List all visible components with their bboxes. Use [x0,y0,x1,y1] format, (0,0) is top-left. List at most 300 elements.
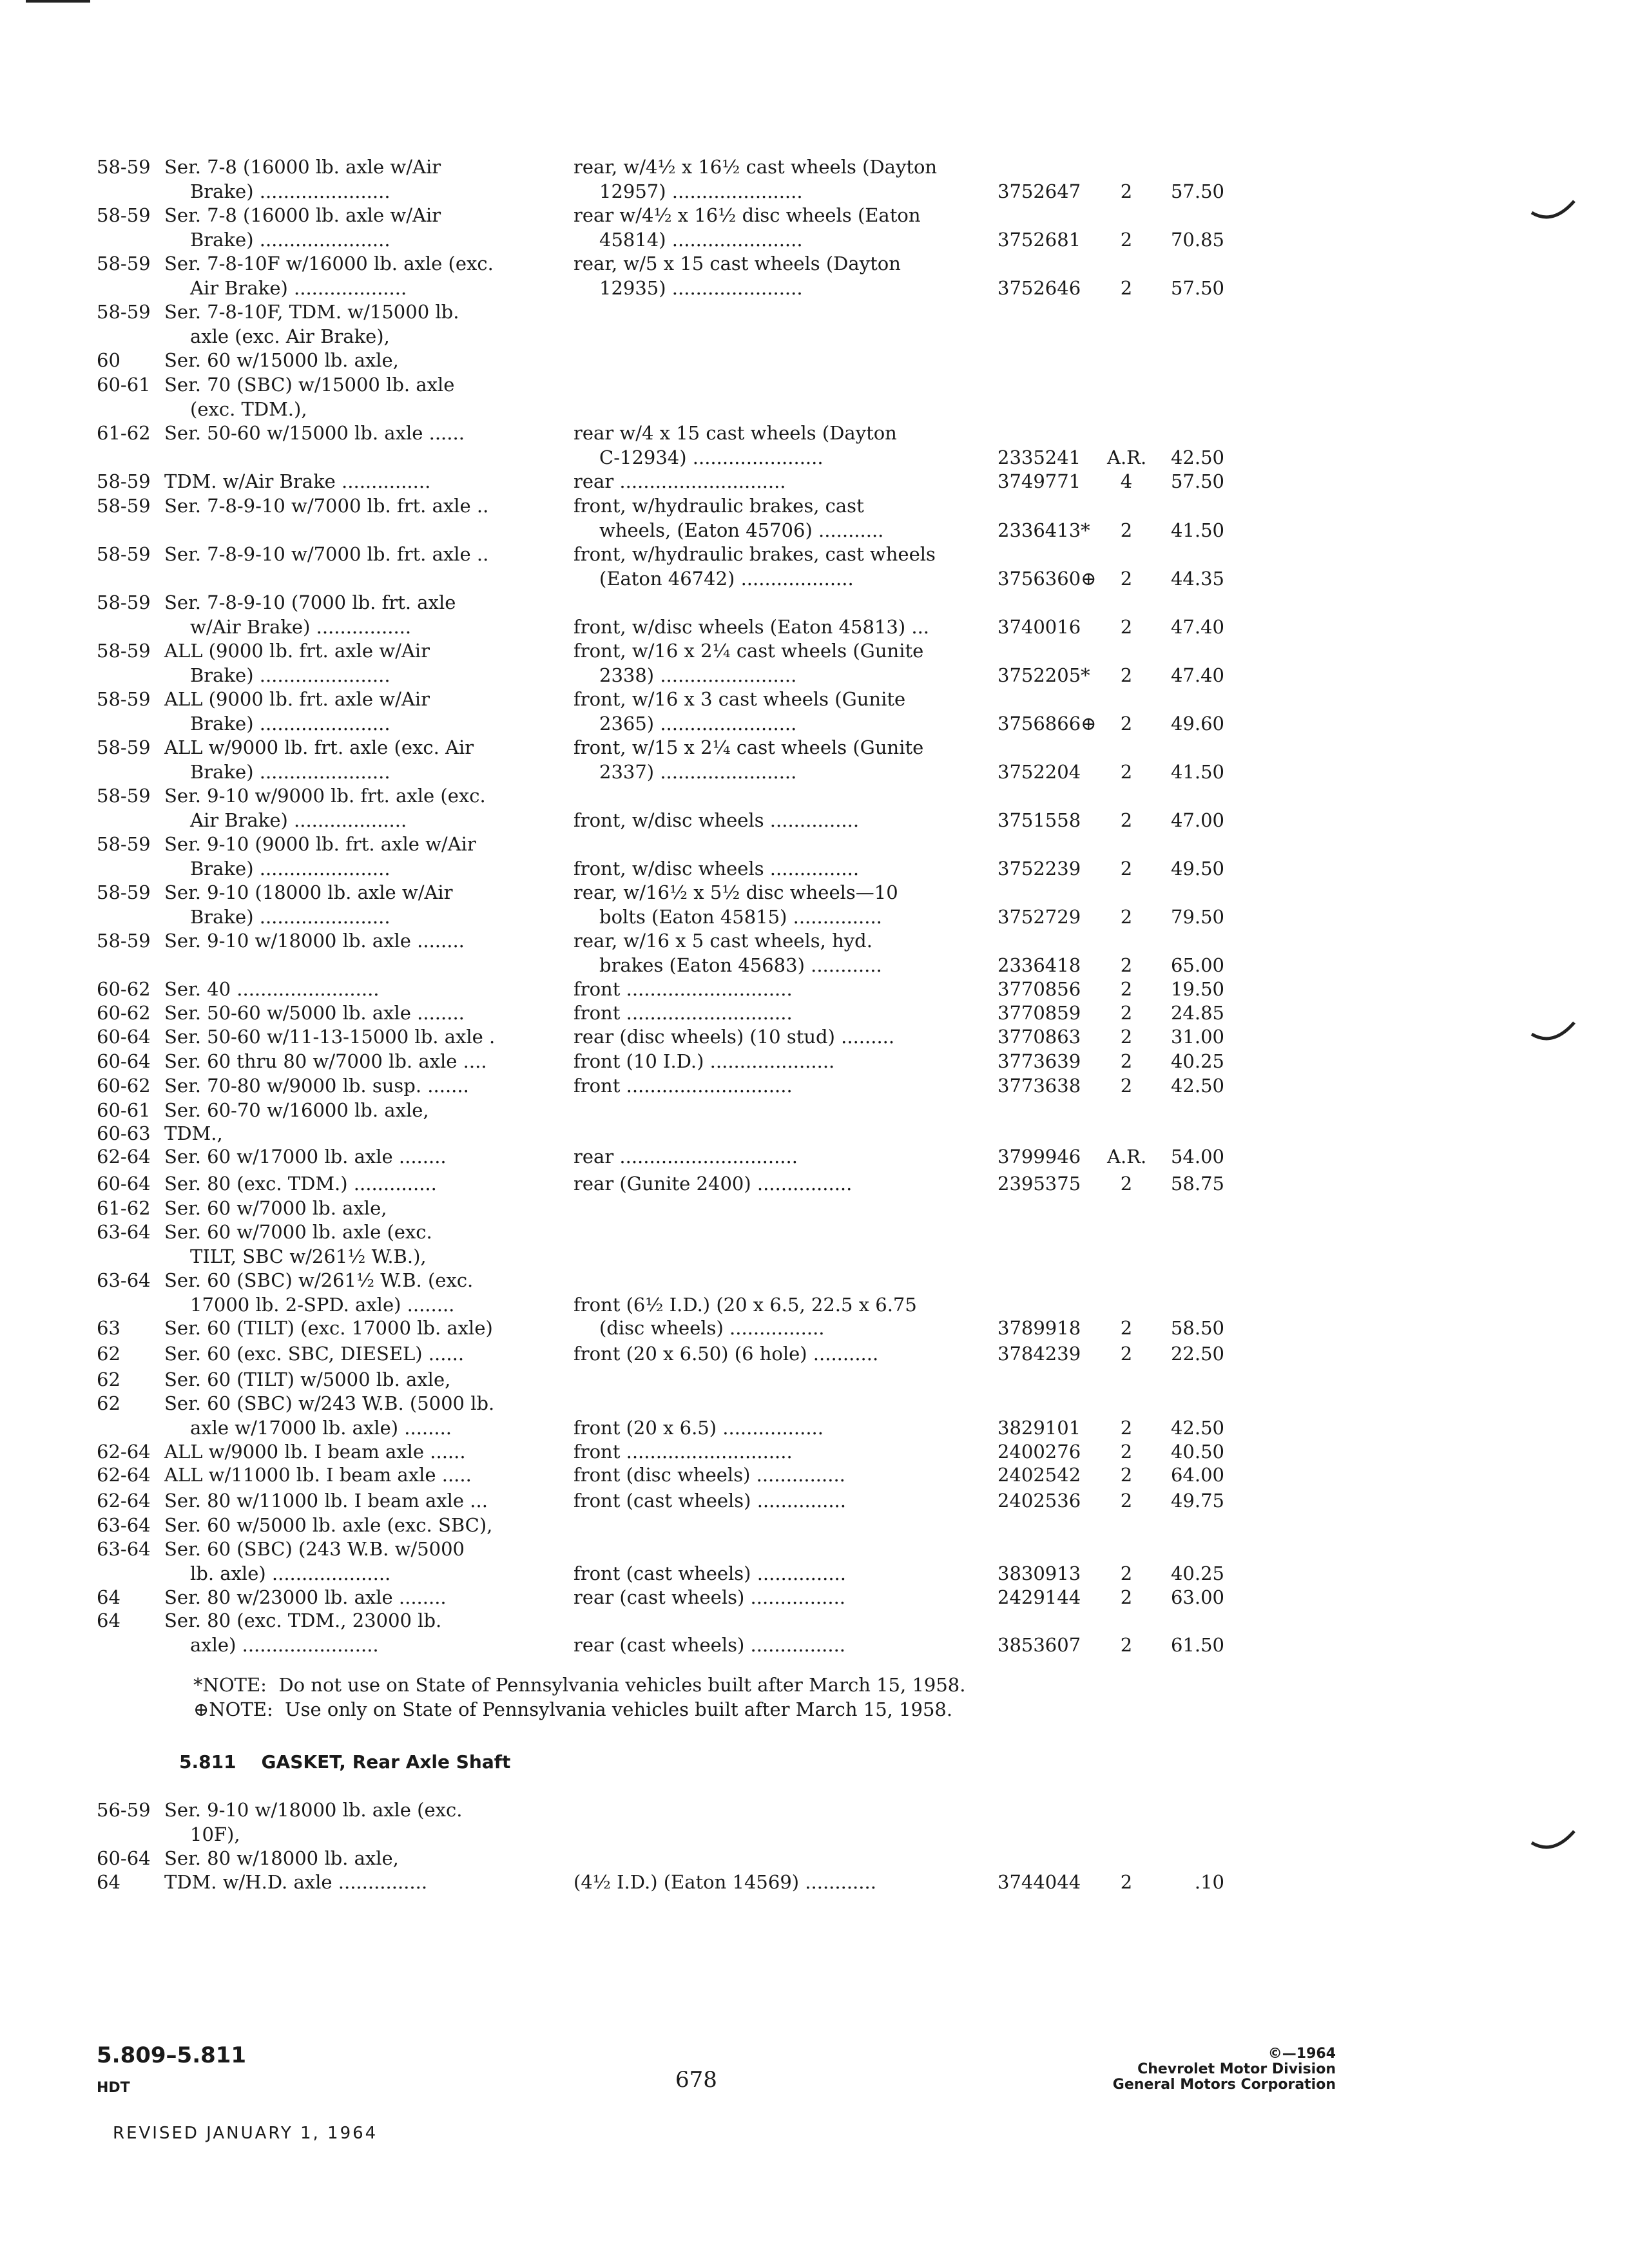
description-line: Ser. 9-10 (18000 lb. axle w/Air [164,881,453,903]
description-line: Brake) ...................... [190,906,390,928]
application-line: front, w/hydraulic brakes, cast wheels [574,543,936,565]
part-number: 2335241 [998,447,1081,468]
price: 47.40 [1170,616,1224,638]
price: 64.00 [1170,1464,1224,1486]
vehicle-description [164,1073,522,1098]
application-line: 2365) ....................... [599,713,797,735]
description-line: Ser. 60 (SBC) w/243 W.B. (5000 lb. [164,1392,495,1414]
part-number: 3853607 [998,1634,1081,1656]
description-line: Brake) ...................... [190,858,390,879]
vehicle-description [164,832,522,881]
year-range: 58-59 [97,736,151,758]
application-line: front, w/disc wheels (Eaton 45813) ... [574,616,930,638]
application [574,1144,973,1169]
vehicle-description [164,1001,522,1025]
quantity: 4 [1120,470,1133,492]
application-line: rear (cast wheels) ................ [574,1634,846,1656]
description-line: 17000 lb. 2-SPD. axle) ........ [190,1294,455,1316]
quantity: 2 [1120,664,1133,686]
description-line: Brake) ...................... [190,664,390,686]
year-range: 58-59 [97,930,151,952]
quantity: 2 [1120,1075,1133,1097]
part-number: 3751558 [998,809,1081,831]
part-number: 2429144 [998,1586,1081,1608]
part-number: 2336418 [998,954,1081,976]
part-number: 3770863 [998,1026,1081,1048]
price: 58.75 [1170,1173,1224,1195]
application-line: (4½ I.D.) (Eaton 14569) ............ [574,1871,876,1893]
application [574,1341,973,1366]
quantity: 2 [1120,616,1133,638]
year-range: 60-62 [97,978,151,1000]
description-line: Ser. 80 w/23000 lb. axle ........ [164,1586,447,1608]
quantity: 2 [1120,1441,1133,1463]
copyright: ©—1964 [1268,2046,1336,2062]
description-line: Ser. 50-60 w/15000 lb. axle ...... [164,422,465,444]
application-line: rear (disc wheels) (10 stud) ......... [574,1026,895,1048]
description-line: Air Brake) ................... [190,277,407,299]
price: 70.85 [1170,229,1224,251]
application-line: front, w/hydraulic brakes, cast [574,495,864,517]
application-line: front (10 I.D.) ..................... [574,1050,835,1072]
price: 49.50 [1170,858,1224,879]
description-line: Ser. 7-8-9-10 (7000 lb. frt. axle [164,591,456,613]
year-range: 58-59 [97,688,151,710]
note-asterisk: *NOTE: Do not use on State of Pennsylvania vehicles built after March 15, 1958. [193,1674,966,1696]
description-line: Ser. 60 w/15000 lb. axle, [164,349,399,371]
application-line: front (20 x 6.50) (6 hole) ........... [574,1343,879,1365]
description-line: Ser. 60 (TILT) (exc. 17000 lb. axle) [164,1317,493,1339]
vehicle-description [164,928,522,953]
description-line: Ser. 7-8-10F, TDM. w/15000 lb. [164,301,459,323]
description-line: Ser. 9-10 w/9000 lb. frt. axle (exc. [164,785,486,807]
page-number: 678 [675,2067,717,2093]
binder-tick-mark [1530,1021,1576,1047]
vehicle-description [164,155,522,204]
year-range: 58-59 [97,204,151,226]
vehicle-description [164,783,522,832]
year-range: 60-64 [97,1026,151,1048]
year-range: 60-64 [97,1173,151,1195]
quantity: 2 [1120,1417,1133,1439]
application [574,1268,973,1317]
application-line: front, w/16 x 3 cast wheels (Gunite [574,688,906,710]
vehicle-description [164,494,522,518]
application-line: 12935) ...................... [599,277,803,299]
price: 54.00 [1170,1146,1224,1168]
application [574,1537,973,1586]
description-line: Ser. 60 (exc. SBC, DIESEL) ...... [164,1343,465,1365]
part-number: 3756360⊕ [998,568,1097,590]
year-range: 63-64 [97,1269,151,1291]
vehicle-description [164,1367,522,1392]
price: 42.50 [1170,447,1224,468]
year-range: 58-59 [97,640,151,662]
year-range: 62 [97,1369,120,1390]
year-range: 62-64 [97,1441,151,1463]
application-line: front (6½ I.D.) (20 x 6.5, 22.5 x 6.75 [574,1294,917,1316]
price: 49.60 [1170,713,1224,735]
part-number: 3770859 [998,1002,1081,1024]
application-line: C-12934) ...................... [599,447,824,468]
vehicle-description [164,1585,522,1610]
part-number: 3752729 [998,906,1081,928]
price: 41.50 [1170,761,1224,783]
part-number: 3829101 [998,1417,1081,1439]
price: 58.50 [1170,1317,1224,1339]
vehicle-description [164,372,522,421]
vehicle-description [164,1341,522,1366]
quantity: 2 [1120,1562,1133,1584]
description-line: Ser. 60 (SBC) (243 W.B. w/5000 [164,1538,465,1560]
description-line: Ser. 50-60 w/5000 lb. axle ........ [164,1002,465,1024]
application-line: bolts (Eaton 45815) ............... [599,906,882,928]
binder-tick-mark [1530,200,1576,226]
vehicle-description [164,300,522,349]
application [574,735,973,784]
description-line: Ser. 60 (SBC) w/261½ W.B. (exc. [164,1269,474,1291]
application [574,1608,973,1657]
application-line [574,1537,973,1561]
application [574,542,973,591]
vehicle-description [164,1049,522,1073]
year-range: 60-64 [97,1847,151,1869]
quantity: 2 [1120,277,1133,299]
vehicle-description [164,348,522,372]
part-number: 3773638 [998,1075,1081,1097]
description-line: Ser. 7-8-9-10 w/7000 lb. frt. axle .. [164,543,489,565]
application [574,421,973,470]
quantity: 2 [1120,809,1133,831]
description-line: Ser. 9-10 w/18000 lb. axle ........ [164,930,465,952]
year-range: 62-64 [97,1464,151,1486]
application-line: (disc wheels) ................ [599,1317,825,1339]
vehicle-description [164,1196,522,1220]
quantity: 2 [1120,761,1133,783]
binder-tick-mark [1530,1830,1576,1856]
application-line: rear, w/16 x 5 cast wheels, hyd. [574,930,872,952]
application [574,1463,973,1487]
application [574,1049,973,1073]
price: 41.50 [1170,519,1224,541]
application-line: rear, w/4½ x 16½ cast wheels (Dayton [574,156,938,178]
description-line: Ser. 60 w/7000 lb. axle (exc. [164,1221,432,1243]
part-number: 3752646 [998,277,1081,299]
description-line: Brake) ...................... [190,713,390,735]
description-line: Brake) ...................... [190,761,390,783]
description-line: TDM. w/H.D. axle ............... [164,1871,428,1893]
price: 65.00 [1170,954,1224,976]
vehicle-description [164,977,522,1001]
year-range: 60-64 [97,1050,151,1072]
year-range: 58-59 [97,253,151,274]
footer-code: HDT [97,2080,130,2096]
application-line: rear w/4½ x 16½ disc wheels (Eaton [574,204,921,226]
part-number: 3752205* [998,664,1090,686]
year-range: 58-59 [97,543,151,565]
vehicle-description [164,1870,522,1894]
quantity: 2 [1120,1586,1133,1608]
part-number: 3752681 [998,229,1081,251]
description-line: TDM. w/Air Brake ............... [164,470,431,492]
application-line: rear ............................ [574,470,786,492]
application [574,203,973,252]
description-line: axle) ....................... [190,1634,379,1656]
year-range: 58-59 [97,470,151,492]
part-number: 2402536 [998,1490,1081,1512]
description-line: Ser. 70 (SBC) w/15000 lb. axle [164,374,455,396]
quantity: 2 [1120,1317,1133,1339]
part-number: 3789918 [998,1317,1081,1339]
quantity: 2 [1120,1173,1133,1195]
application [574,1024,973,1049]
application-line: front ............................ [574,1441,793,1463]
quantity: 2 [1120,1002,1133,1024]
description-line: TDM., [164,1122,223,1144]
year-range: 64 [97,1871,120,1893]
vehicle-description [164,1439,522,1464]
application [574,469,973,494]
description-line: ALL (9000 lb. frt. axle w/Air [164,640,430,662]
application-line [574,1608,973,1633]
part-number: 3740016 [998,616,1081,638]
year-range: 61-62 [97,422,151,444]
application-line: front (cast wheels) ............... [574,1562,846,1584]
vehicle-description [164,1488,522,1513]
section-heading: 5.811 GASKET, Rear Axle Shaft [179,1751,511,1773]
year-range: 63 [97,1317,120,1339]
application-line: front (disc wheels) ............... [574,1464,845,1486]
quantity: 2 [1120,1634,1133,1656]
year-range: 62-64 [97,1490,151,1512]
price: 63.00 [1170,1586,1224,1608]
price: 57.50 [1170,180,1224,202]
year-range: 62-64 [97,1146,151,1168]
year-range: 58-59 [97,881,151,903]
price: 40.50 [1170,1441,1224,1463]
description-line: Ser. 80 w/18000 lb. axle, [164,1847,399,1869]
quantity: 2 [1120,954,1133,976]
description-line: Ser. 50-60 w/11-13-15000 lb. axle . [164,1026,496,1048]
description-line: axle (exc. Air Brake), [190,325,390,347]
vehicle-description [164,1463,522,1487]
price: 57.50 [1170,277,1224,299]
vehicle-description [164,1220,522,1269]
part-number: 3770856 [998,978,1081,1000]
price: 47.40 [1170,664,1224,686]
description-line: Ser. 80 (exc. TDM.) .............. [164,1173,437,1195]
description-line: Ser. 9-10 (9000 lb. frt. axle w/Air [164,833,476,855]
vehicle-description [164,1098,522,1122]
description-line: Ser. 7-8 (16000 lb. axle w/Air [164,156,441,178]
description-line: Ser. 60-70 w/16000 lb. axle, [164,1099,429,1121]
description-line: lb. axle) .................... [190,1562,391,1584]
description-line: TILT, SBC w/261½ W.B.), [190,1245,427,1267]
application-line [574,783,973,808]
price: 79.50 [1170,906,1224,928]
application [574,1001,973,1025]
application-line: rear (Gunite 2400) ................ [574,1173,853,1195]
quantity: 2 [1120,568,1133,590]
quantity: 2 [1120,1871,1133,1893]
year-range: 60-61 [97,374,151,396]
quantity: 2 [1120,978,1133,1000]
price: 49.75 [1170,1490,1224,1512]
vehicle-description [164,1608,522,1657]
vehicle-description [164,542,522,566]
description-line: Ser. 60 w/5000 lb. axle (exc. SBC), [164,1514,493,1536]
quantity: 2 [1120,1026,1133,1048]
application [574,155,973,204]
application-line: front (20 x 6.5) ................. [574,1417,824,1439]
description-line: Ser. 60 w/7000 lb. axle, [164,1197,387,1219]
price: 40.25 [1170,1050,1224,1072]
year-range: 60-63 [97,1122,151,1144]
part-number: 3830913 [998,1562,1081,1584]
vehicle-description [164,1391,522,1440]
application-line [574,590,973,615]
application-line [574,1268,973,1293]
vehicle-description [164,1316,522,1340]
application-line: rear, w/5 x 15 cast wheels (Dayton [574,253,901,274]
part-number: 3784239 [998,1343,1081,1365]
part-number: 3749771 [998,470,1081,492]
vehicle-description [164,1171,522,1196]
vehicle-description [164,251,522,300]
part-number: 2395375 [998,1173,1081,1195]
year-range: 62 [97,1392,120,1414]
description-line: ALL w/9000 lb. I beam axle ...... [164,1441,466,1463]
application-line: front ............................ [574,1075,793,1097]
application-line: rear .............................. [574,1146,798,1168]
application [574,832,973,881]
description-line: Ser. 60 w/17000 lb. axle ........ [164,1146,447,1168]
application [574,928,973,977]
year-range: 58-59 [97,156,151,178]
year-range: 63-64 [97,1221,151,1243]
price: 31.00 [1170,1026,1224,1048]
division: Chevrolet Motor Division [1137,2061,1336,2077]
description-line: Ser. 7-8 (16000 lb. axle w/Air [164,204,441,226]
year-range: 58-59 [97,495,151,517]
application [574,590,973,639]
quantity: 2 [1120,519,1133,541]
quantity: A.R. [1107,447,1147,468]
year-range: 63-64 [97,1514,151,1536]
description-line: ALL (9000 lb. frt. axle w/Air [164,688,430,710]
application-line: front, w/disc wheels ............... [574,809,860,831]
application [574,251,973,300]
vehicle-description [164,639,522,687]
part-number: 3799946 [998,1146,1081,1168]
description-line: w/Air Brake) ................ [190,616,412,638]
part-number: 3752204 [998,761,1081,783]
application-line: front, w/16 x 2¼ cast wheels (Gunite [574,640,924,662]
application [574,687,973,736]
description-line: (exc. TDM.), [190,398,307,420]
application-line: 45814) ...................... [599,229,803,251]
vehicle-description [164,1144,522,1169]
quantity: 2 [1120,1490,1133,1512]
application [574,1585,973,1610]
year-range: 60-62 [97,1002,151,1024]
vehicle-description [164,203,522,252]
price: 47.00 [1170,809,1224,831]
description-line: Ser. 9-10 w/18000 lb. axle (exc. [164,1799,463,1821]
application-line: 12957) ...................... [599,180,803,202]
description-line: Ser. 40 ........................ [164,978,380,1000]
part-number: 3773639 [998,1050,1081,1072]
year-range: 60-61 [97,1099,151,1121]
year-range: 58-59 [97,591,151,613]
application [574,1073,973,1098]
price: .10 [1194,1871,1224,1893]
part-number: 3752239 [998,858,1081,879]
application [574,880,973,929]
application-line: (Eaton 46742) ................... [599,568,854,590]
application-line: rear, w/16½ x 5½ disc wheels—10 [574,881,898,903]
description-line: ALL w/11000 lb. I beam axle ..... [164,1464,472,1486]
description-line: axle w/17000 lb. axle) ........ [190,1417,452,1439]
part-number: 2400276 [998,1441,1081,1463]
quantity: 2 [1120,1464,1133,1486]
price: 19.50 [1170,978,1224,1000]
quantity: 2 [1120,713,1133,735]
application-line: rear w/4 x 15 cast wheels (Dayton [574,422,897,444]
application-line: front ............................ [574,978,793,1000]
description-line: Ser. 60 thru 80 w/7000 lb. axle .... [164,1050,487,1072]
vehicle-description [164,880,522,929]
year-range: 58-59 [97,785,151,807]
application [574,1171,973,1196]
corporation: General Motors Corporation [1112,2077,1336,2093]
quantity: 2 [1120,1343,1133,1365]
vehicle-description [164,687,522,736]
copyright-block [1113,2046,1336,2093]
quantity: 2 [1120,858,1133,879]
price: 44.35 [1170,568,1224,590]
year-range: 63-64 [97,1538,151,1560]
application [574,977,973,1001]
vehicle-description [164,421,522,445]
part-number: 3756866⊕ [998,713,1097,735]
description-line: 10F), [190,1823,240,1845]
year-range: 58-59 [97,833,151,855]
year-range: 60-62 [97,1075,151,1097]
description-line: Ser. 7-8-10F w/16000 lb. axle (exc. [164,253,494,274]
price: 61.50 [1170,1634,1224,1656]
price: 22.50 [1170,1343,1224,1365]
description-line: Ser. 70-80 w/9000 lb. susp. ....... [164,1075,469,1097]
price: 42.50 [1170,1075,1224,1097]
year-range: 61-62 [97,1197,151,1219]
quantity: 2 [1120,180,1133,202]
quantity: 2 [1120,906,1133,928]
vehicle-description [164,1513,522,1537]
price: 57.50 [1170,470,1224,492]
footer-section-number: 5.809–5.811 [97,2042,247,2068]
year-range: 62 [97,1343,120,1365]
vehicle-description [164,1537,522,1586]
year-range: 56-59 [97,1799,151,1821]
vehicle-description [164,469,522,494]
application [574,1439,973,1464]
part-number: 3744044 [998,1871,1081,1893]
application-line [574,1391,973,1416]
price: 24.85 [1170,1002,1224,1024]
vehicle-description [164,1846,522,1870]
description-line: ALL w/9000 lb. frt. axle (exc. Air [164,736,474,758]
